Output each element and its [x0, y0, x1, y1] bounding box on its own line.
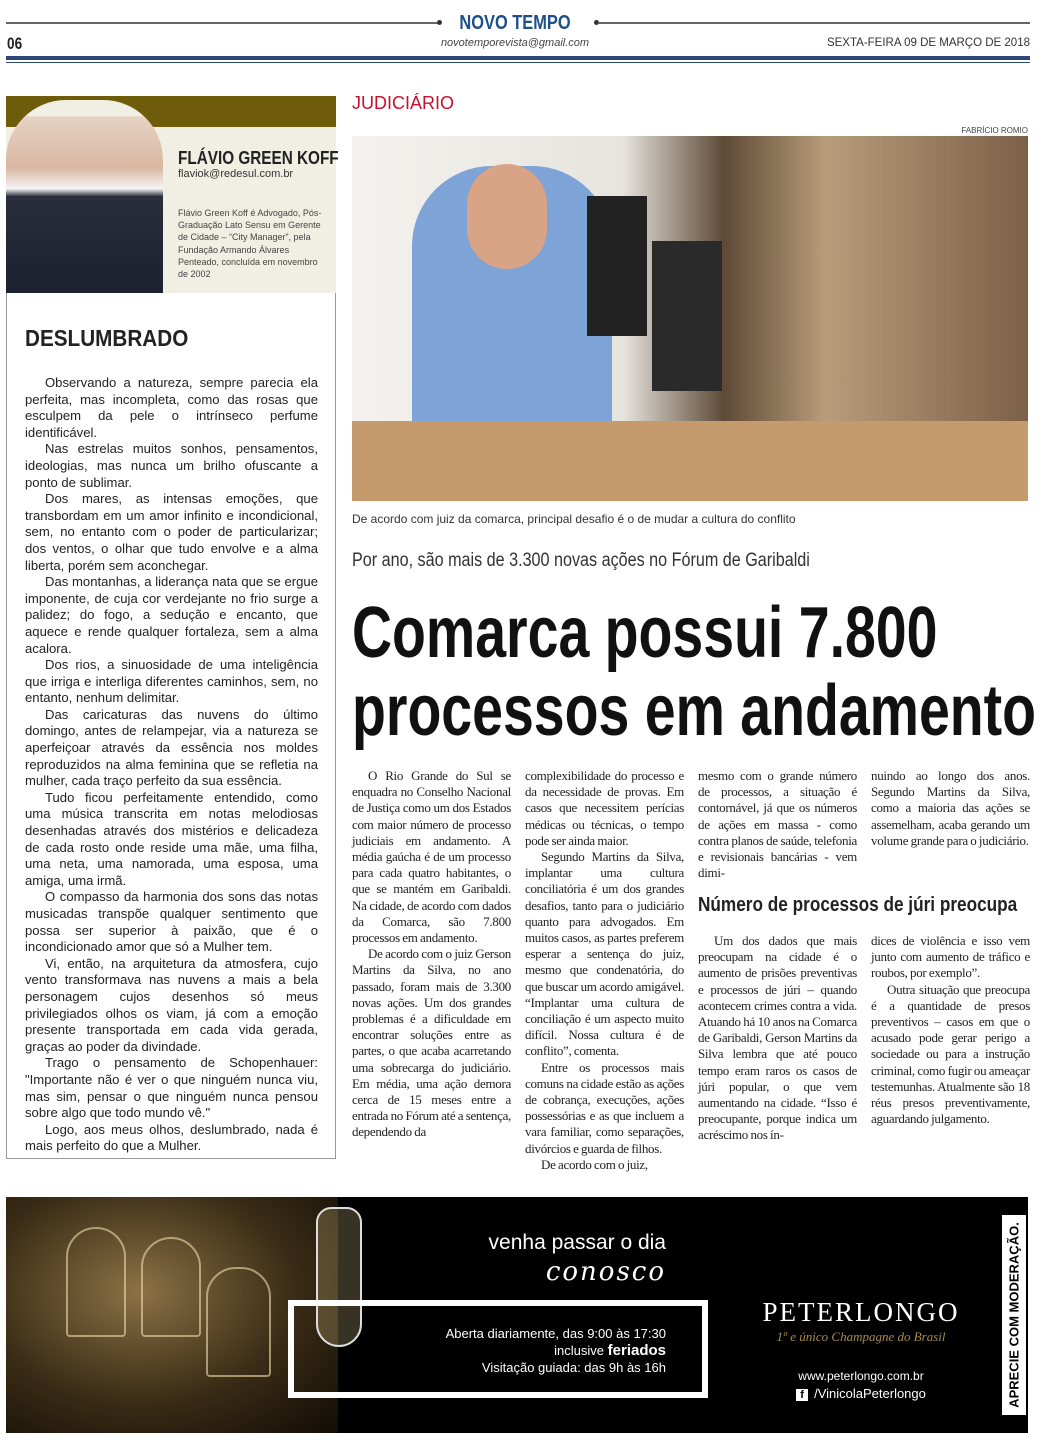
glass-icon — [141, 1237, 201, 1337]
facebook-icon: f — [796, 1389, 808, 1401]
author-photo — [6, 100, 163, 293]
contact-email: novotemporevista@gmail.com — [440, 37, 590, 49]
paragraph: Dos rios, a sinuosidade de uma inteligência que irriga e interliga diferentes caminhos, sem, no entanto, nenhum delimitar. — [25, 657, 318, 706]
paragraph: Tudo ficou perfeitamente entendido, como uma música transcrita em notas melodiosas desenhadas através dos mistérios e delicadeza de cada rosto onde reside uma mãe, uma filha, uma neta, uma namorada, uma esposa, uma amiga, uma irmã. — [25, 789, 318, 888]
ad-facebook-handle: /VinicolaPeterlongo — [814, 1386, 926, 1401]
author-email[interactable]: flaviok@redesul.com.br — [178, 168, 294, 180]
column-body — [25, 375, 318, 1155]
article-column-1 — [352, 768, 511, 1141]
paragraph: O compasso da harmonia dos sons das notas musicadas transpõe qualquer sentimento que possa ser superior à paixão, que é o incondicionado amor que só a Mulher tem. — [25, 889, 318, 955]
ad-hours-line: Aberta diariamente, das 9:00 às 17:30 — [445, 1326, 666, 1341]
paragraph: Dos mares, as intensas emoções, que transbordam em um amor infinito e incondicional, sem, no entanto com o poder de particularizar; dos ventos, o olhar que tudo envolve e a alma liberta, porém sem aconchegar. — [25, 491, 318, 573]
header-divider-thin — [6, 62, 1030, 63]
article-photo — [352, 136, 1028, 501]
ad-warning-text: APRECIE COM MODERAÇÃO. — [1006, 1222, 1022, 1408]
header-rule-right — [598, 22, 1030, 24]
ad-slogan: 1º e único Champagne do Brasil — [776, 1329, 946, 1344]
paragraph: Observando a natureza, sempre parecia ela perfeita, mas incompleta, como das rosas que esculpem da pele o intrínseco perfume identificável. — [25, 375, 318, 440]
article-subhead: Número de processos de júri preocupa — [698, 894, 1018, 916]
header-divider — [6, 56, 1030, 60]
ad-hours-line: Visitação guiada: das 9h às 16h — [481, 1360, 666, 1375]
column-title: DESLUMBRADO — [25, 325, 189, 351]
paragraph: De acordo com o juiz, — [541, 1156, 648, 1172]
ad-tagline-script: conosco — [545, 1257, 666, 1287]
paragraph: Um dos dados que mais preocupam na cidade é o aumento de prisões preventivas e processos de júri – quando acontecem crimes contra a vida. Atuando há 10 anos na Comarca de Garibaldi, Gerson Martins da Silva lembra que até pouco tempo eram raros os casos de júri popular, o que vem aumentando na cidade. “Isso é preocupante, porque indica um acréscimo nos ín- — [698, 933, 857, 1143]
paragraph: Trago o pensamento de Schopenhauer: "Importante não é ver o que ninguém nunca viu, mas sim, pensar o que ninguém nunca pensou sobre algo que todo mundo vê." — [25, 1055, 318, 1121]
paragraph: Das caricaturas das nuvens do último domingo, antes de relampejar, via a natureza se aperfeiçoar através da essência nos moldes reproduzidos na alma feminina que se refletia na mulher, cada traço perfeito da sua essência. — [25, 706, 318, 789]
headline-line-1: Comarca possui 7.800 — [352, 593, 938, 673]
paragraph: Vi, então, na arquitetura da atmosfera, cujo vento transformava nas nuvens a mais a bela personagem cujos desenhos só meus privilegiados olhos os viam, já com a emoção presente transportada em cada vida gerada, graças ao poder da divindade. — [25, 955, 318, 1054]
glass-icon — [66, 1227, 126, 1337]
author-bio: Flávio Green Koff é Advogado, Pós-Graduação Lato Sensu em Gerente de Cidade – “City Manager”, pela Fundação Armando Álvares Penteado, concluída em novembro de 2002 — [178, 208, 322, 280]
article-column-2 — [525, 768, 684, 1173]
paragraph: nuindo ao longo dos anos. Segundo Martins da Silva, como a maioria das ações se assemelham, acaba gerando um volume grande para o judiciário. — [871, 768, 1030, 848]
ad-website[interactable]: www.peterlongo.com.br — [798, 1369, 924, 1383]
paragraph: mesmo com o grande número de processos, a situação é contornável, já que os números de ações em massa - como contra planos de saúde, telefonia e revisionais bancárias - vem dimi- — [698, 768, 857, 881]
section-label: JUDICIÁRIO — [352, 93, 455, 113]
photo-desk — [352, 421, 1028, 501]
photo-monitor — [587, 196, 647, 336]
ad-hours — [386, 1325, 666, 1376]
ad-hours-text: inclusive — [554, 1343, 608, 1358]
ad-hours-line — [386, 1342, 666, 1359]
paragraph: dices de violência e isso vem junto com aumento de tráfico e roubos, por exemplo”. — [871, 933, 1030, 981]
ad-facebook[interactable] — [746, 1386, 976, 1401]
paragraph: Outra situação que preocupa é a quantidade de presos preventivos – casos em que o acusado pode gerar perigo a sociedade ou para a instrução criminal, como fugir ou ameaçar testemunhas. Atualmente são 18 réus presos preventivamente, aguardando julgamento. — [871, 981, 1030, 1127]
ad-brand-logo: PETERLONGO — [762, 1297, 960, 1327]
photo-credit: FABRÍCIO ROMIO — [961, 126, 1028, 135]
paragraph: Nas estrelas muitos sonhos, pensamentos, ideologias, mas nunca um brilho ofuscante a ponto de sublimar. — [25, 441, 318, 490]
glass-icon — [206, 1267, 271, 1377]
article-column-4 — [871, 768, 1030, 849]
author-name: FLÁVIO GREEN KOFF — [178, 148, 339, 168]
photo-face — [467, 164, 547, 269]
article-column-3-lower — [698, 933, 857, 1144]
paragraph: De acordo com o juiz Gerson Martins da Silva, no ano passado, foram mais de 3.300 novas ações. Um dos grandes problemas é a dificuldade em encontrar soluções entre as partes, o que acaba acarretando uma sobrecarga do judiciário. Em média, uma ação demora cerca de 15 meses entre a entrada no Fórum até a sentença, dependendo da — [352, 946, 511, 1140]
paragraph: complexibilidade do processo e da necessidade de provas. Em casos que necessitem perícias médicas ou técnicas, o tempo pode ser ainda maior. — [525, 768, 684, 848]
masthead: NOVO TEMPO — [459, 12, 571, 34]
header-rule-left — [6, 22, 438, 24]
page-number: 06 — [7, 34, 23, 53]
ad-warning — [1002, 1215, 1026, 1415]
headline-line-2: processos em andamento — [352, 671, 1036, 751]
article-column-3 — [698, 768, 857, 881]
advertisement[interactable] — [6, 1197, 1028, 1433]
ad-hours-emphasis: feriados — [607, 1342, 666, 1359]
paragraph: O Rio Grande do Sul se enquadra no Conselho Nacional de Justiça como um dos Estados com maior número de processo judiciais em andamento. A média gaúcha é de um processo para cada quatro habitantes, o que se mantém em Garibaldi. Na cidade, de acordo com dados da Comarca, são 7.800 processos em andamento. — [352, 768, 511, 946]
paragraph: Logo, aos meus olhos, deslumbrado, nada é mais perfeito do que a Mulher. — [25, 1121, 318, 1154]
article-subtitle: Por ano, são mais de 3.300 novas ações no Fórum de Garibaldi — [352, 550, 810, 571]
paragraph: Entre os processos mais comuns na cidade estão as ações de cobrança, execuções, ações possessórias e as que incluem a vara familiar, como separações, divórcios e guarda de filhos. — [525, 1059, 684, 1156]
photo-caption: De acordo com juiz da comarca, principal desafio é o de mudar a cultura do conflito — [352, 512, 796, 526]
photo-monitor — [652, 241, 722, 391]
ad-tagline: venha passar o dia — [488, 1231, 666, 1254]
paragraph: Das montanhas, a liderança nata que se ergue imponente, de cuja cor verdejante no frio surge a palidez; do fogo, a sedução e encanto, que aquece e rende qualquer fortaleza, sem a alma acalora. — [25, 574, 318, 656]
issue-date: SEXTA-FEIRA 09 DE MARÇO DE 2018 — [826, 37, 1030, 49]
article-column-4-lower — [871, 933, 1030, 1127]
paragraph: Segundo Martins da Silva, implantar uma cultura conciliatória é um dos grandes desafios, tanto para o judiciário quanto para advogados. Em muitos casos, as partes preferem esperar a sentença do juiz, mesmo que condenatória, do que buscar um acordo amigável. “Implantar uma cultura de conciliação é um aspecto muito difícil. Nossa cultura é de conflito”, comenta. — [525, 849, 684, 1059]
